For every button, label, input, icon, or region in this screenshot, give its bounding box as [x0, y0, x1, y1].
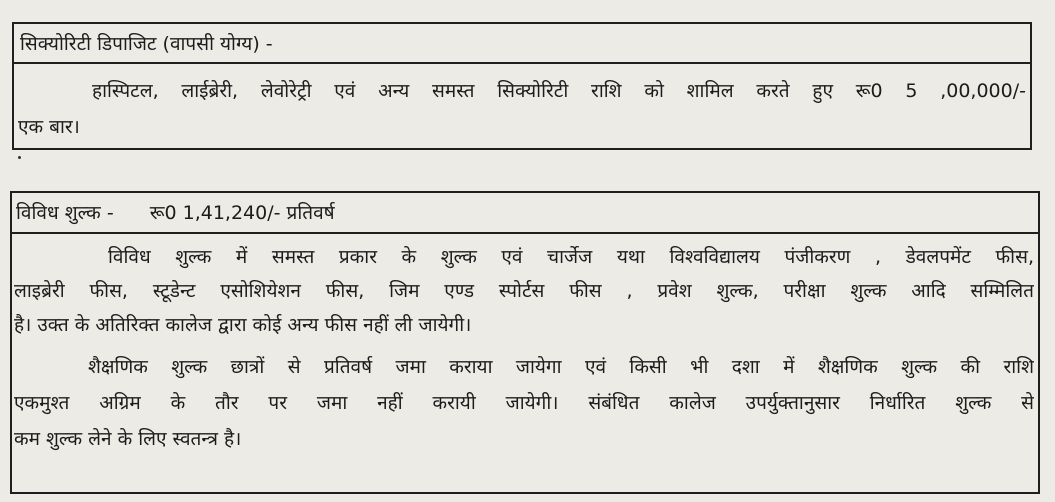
stray-dot: [18, 156, 21, 159]
security-deposit-heading-text: सिक्योरिटी डिपाजिट (वापसी योग्य) -: [20, 33, 273, 55]
misc-para2-line-3: कम शुल्क लेने के लिए स्वतन्त्र है।: [14, 428, 242, 450]
security-deposit-body: [14, 64, 1030, 148]
security-deposit-heading: [14, 24, 1030, 64]
misc-fees-heading-amount: रू0 1,41,240/- प्रतिवर्ष: [149, 202, 335, 224]
misc-para2-line-1: शैक्षणिक शुल्क छात्रों से प्रतिवर्ष जमा कराया जायेगा एवं किसी भी दशा में शैक्षणिक शुल्क की राशि: [88, 356, 1034, 378]
misc-para2-line-2: एकमुश्त अग्रिम के तौर पर जमा नहीं करायी जायेगी। संबंधित कालेज उपर्युक्तानुसार निर्धारित शुल्क से: [14, 392, 1034, 414]
misc-fees-body: [12, 234, 1038, 492]
security-deposit-box: [12, 22, 1032, 150]
security-deposit-line-1: हास्पिटल, लाईब्रेरी, लेवोरेट्री एवं अन्य समस्त सिक्योरिटी राशि को शामिल करते हुए रू0 5 ,00,000/-: [92, 80, 1026, 102]
misc-fees-heading-label: विविध शुल्क -: [16, 202, 114, 224]
misc-fees-box: [10, 191, 1040, 494]
misc-fees-heading: [12, 193, 1038, 234]
security-deposit-line-2: एक बार।: [18, 116, 80, 138]
misc-para1-line-3: है। उक्त के अतिरिक्त कालेज द्वारा कोई अन्य फीस नहीं ली जायेगी।: [14, 314, 472, 336]
misc-para1-line-2: लाइब्रेरी फीस, स्टूडेन्ट एसोशियेशन फीस, जिम एण्ड स्पोर्टस फीस , प्रवेश शुल्क, परीक्षा शुल्क आदि सम्मिलित: [14, 280, 1034, 302]
misc-para1-line-1: विविध शुल्क में समस्त प्रकार के शुल्क एवं चार्जेज यथा विश्वविद्यालय पंजीकरण , डेवलपमेंट फीस,: [108, 246, 1034, 268]
